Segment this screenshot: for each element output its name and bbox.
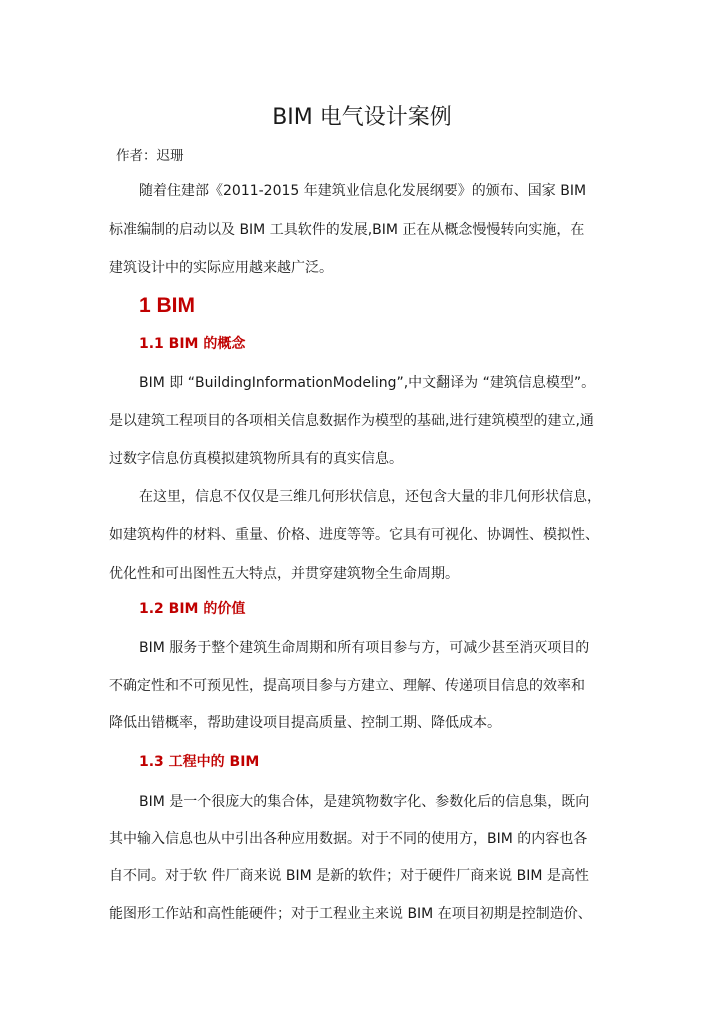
section-1-2-heading: 1.2 BIM 的价值 xyxy=(139,601,246,617)
document-title: BIM 电气设计案例 xyxy=(272,105,452,130)
intro-line-1: 随着住建部《2011-2015 年建筑业信息化发展纲要》的颁布、国家 BIM xyxy=(139,183,587,199)
value-para-line-1: BIM 服务于整个建筑生命周期和所有项目参与方，可减少甚至消灭项目的 xyxy=(139,640,590,656)
intro-line-2: 标准编制的启动以及 BIM 工具软件的发展,BIM 正在从概念慢慢转向实施，在 xyxy=(109,222,585,238)
concept-para2-line-1: 在这里，信息不仅仅是三维几何形状信息，还包含大量的非几何形状信息， xyxy=(139,489,601,505)
value-para-line-3: 降低出错概率，帮助建设项目提高质量、控制工期、降低成本。 xyxy=(109,715,501,731)
engineering-para-line-3: 自不同。对于软 件厂商来说 BIM 是新的软件；对于硬件厂商来说 BIM 是高性 xyxy=(109,868,589,884)
section-1-heading: 1 BIM xyxy=(139,294,196,317)
concept-para1-line-2: 是以建筑工程项目的各项相关信息数据作为模型的基础,进行建筑模型的建立,通 xyxy=(109,413,594,429)
concept-para2-line-2: 如建筑构件的材料、重量、价格、进度等等。它具有可视化、协调性、模拟性、 xyxy=(109,527,599,543)
value-para-line-2: 不确定性和不可预见性，提高项目参与方建立、理解、传递项目信息的效率和 xyxy=(109,678,585,694)
engineering-para-line-2: 其中输入信息也从中引出各种应用数据。对于不同的使用方，BIM 的内容也各 xyxy=(109,831,588,847)
concept-para1-line-3: 过数字信息仿真模拟建筑物所具有的真实信息。 xyxy=(109,451,403,467)
engineering-para-line-1: BIM 是一个很庞大的集合体，是建筑物数字化、参数化后的信息集，既向 xyxy=(139,794,590,810)
concept-para2-line-3: 优化性和可出图性五大特点，并贯穿建筑物全生命周期。 xyxy=(109,566,459,582)
section-1-1-heading: 1.1 BIM 的概念 xyxy=(139,336,246,352)
concept-para1-line-1: BIM 即 “BuildingInformationModeling”,中文翻译为 “建筑信息模型”。 xyxy=(139,375,596,391)
engineering-para-line-4: 能图形工作站和高性能硬件；对于工程业主来说 BIM 在项目初期是控制造价、 xyxy=(109,906,592,922)
author-line: 作者：迟珊 xyxy=(116,148,184,164)
section-1-3-heading: 1.3 工程中的 BIM xyxy=(139,754,260,770)
intro-line-3: 建筑设计中的实际应用越来越广泛。 xyxy=(109,260,333,276)
